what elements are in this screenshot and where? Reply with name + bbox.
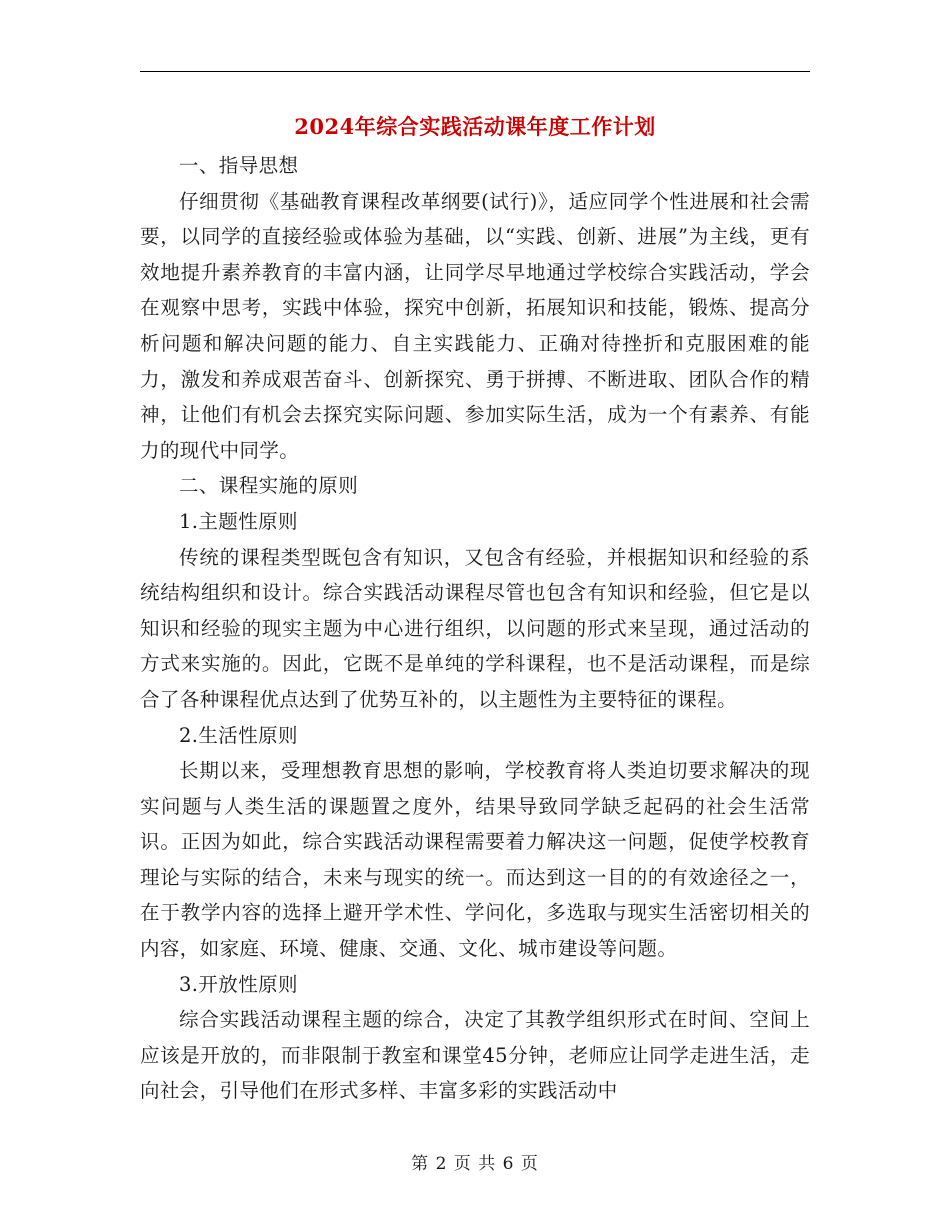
page-number-footer: 第 2 页 共 6 页 [411, 1154, 539, 1174]
section-heading-guiding-ideology: 一、指导思想 [179, 154, 299, 177]
document-body [140, 148, 810, 1109]
header-rule [140, 71, 810, 72]
subheading-open-principle: 3.开放性原则 [179, 972, 298, 996]
paragraph-guiding-ideology: 仔细贯彻《基础教育课程改革纲要(试行)》，适应同学个性进展和社会需要，以同学的直接经验或体验为基础，以“实践、创新、进展”为主线，更有效地提升素养教育的丰富内涵，让同学尽早地通过学校综合实践活动，学会在观察中思考，实践中体验，探究中创新，拓展知识和技能，锻炼、提高分析问题和解决问题的能力、自主实践能力、正确对待挫折和克服困难的能力，激发和养成艰苦奋斗、创新探究、勇于拼搏、不断进取、团队合作的精神，让他们有机会去探究实际问题、参加实际生活，成为一个有素养、有能力的现代中同学。 [140, 189, 810, 462]
subheading-theme-principle: 1.主题性原则 [179, 509, 298, 533]
section-heading-principles: 二、课程实施的原则 [179, 474, 359, 498]
subheading-life-principle: 2.生活性原则 [179, 723, 298, 747]
document-title: 2024年综合实践活动课年度工作计划 [294, 114, 656, 139]
paragraph-theme-principle: 传统的课程类型既包含有知识，又包含有经验，并根据知识和经验的系统结构组织和设计。综合实践活动课程尽管也包含有知识和经验，但它是以知识和经验的现实主题为中心进行组织，以问题的形式来呈现，通过活动的方式来实施的。因此，它既不是单纯的学科课程，也不是活动课程，而是综合了各种课程优点达到了优势互补的，以主题性为主要特征的课程。 [140, 545, 810, 711]
paragraph-open-principle: 综合实践活动课程主题的综合，决定了其教学组织形式在时间、空间上应该是开放的，而非限制于教室和课堂45分钟，老师应让同学走进生活，走向社会，引导他们在形式多样、丰富多彩的实践活动中 [140, 1008, 810, 1103]
paragraph-life-principle: 长期以来，受理想教育思想的影响，学校教育将人类迫切要求解决的现实问题与人类生活的课题置之度外，结果导致同学缺乏起码的社会生活常识。正因为如此，综合实践活动课程需要着力解决这一问题，促使学校教育理论与实际的结合，未来与现实的统一。而达到这一目的的有效途径之一，在于教学内容的选择上避开学术性、学问化，多选取与现实生活密切相关的内容，如家庭、环境、健康、交通、文化、城市建设等问题。 [140, 759, 810, 961]
